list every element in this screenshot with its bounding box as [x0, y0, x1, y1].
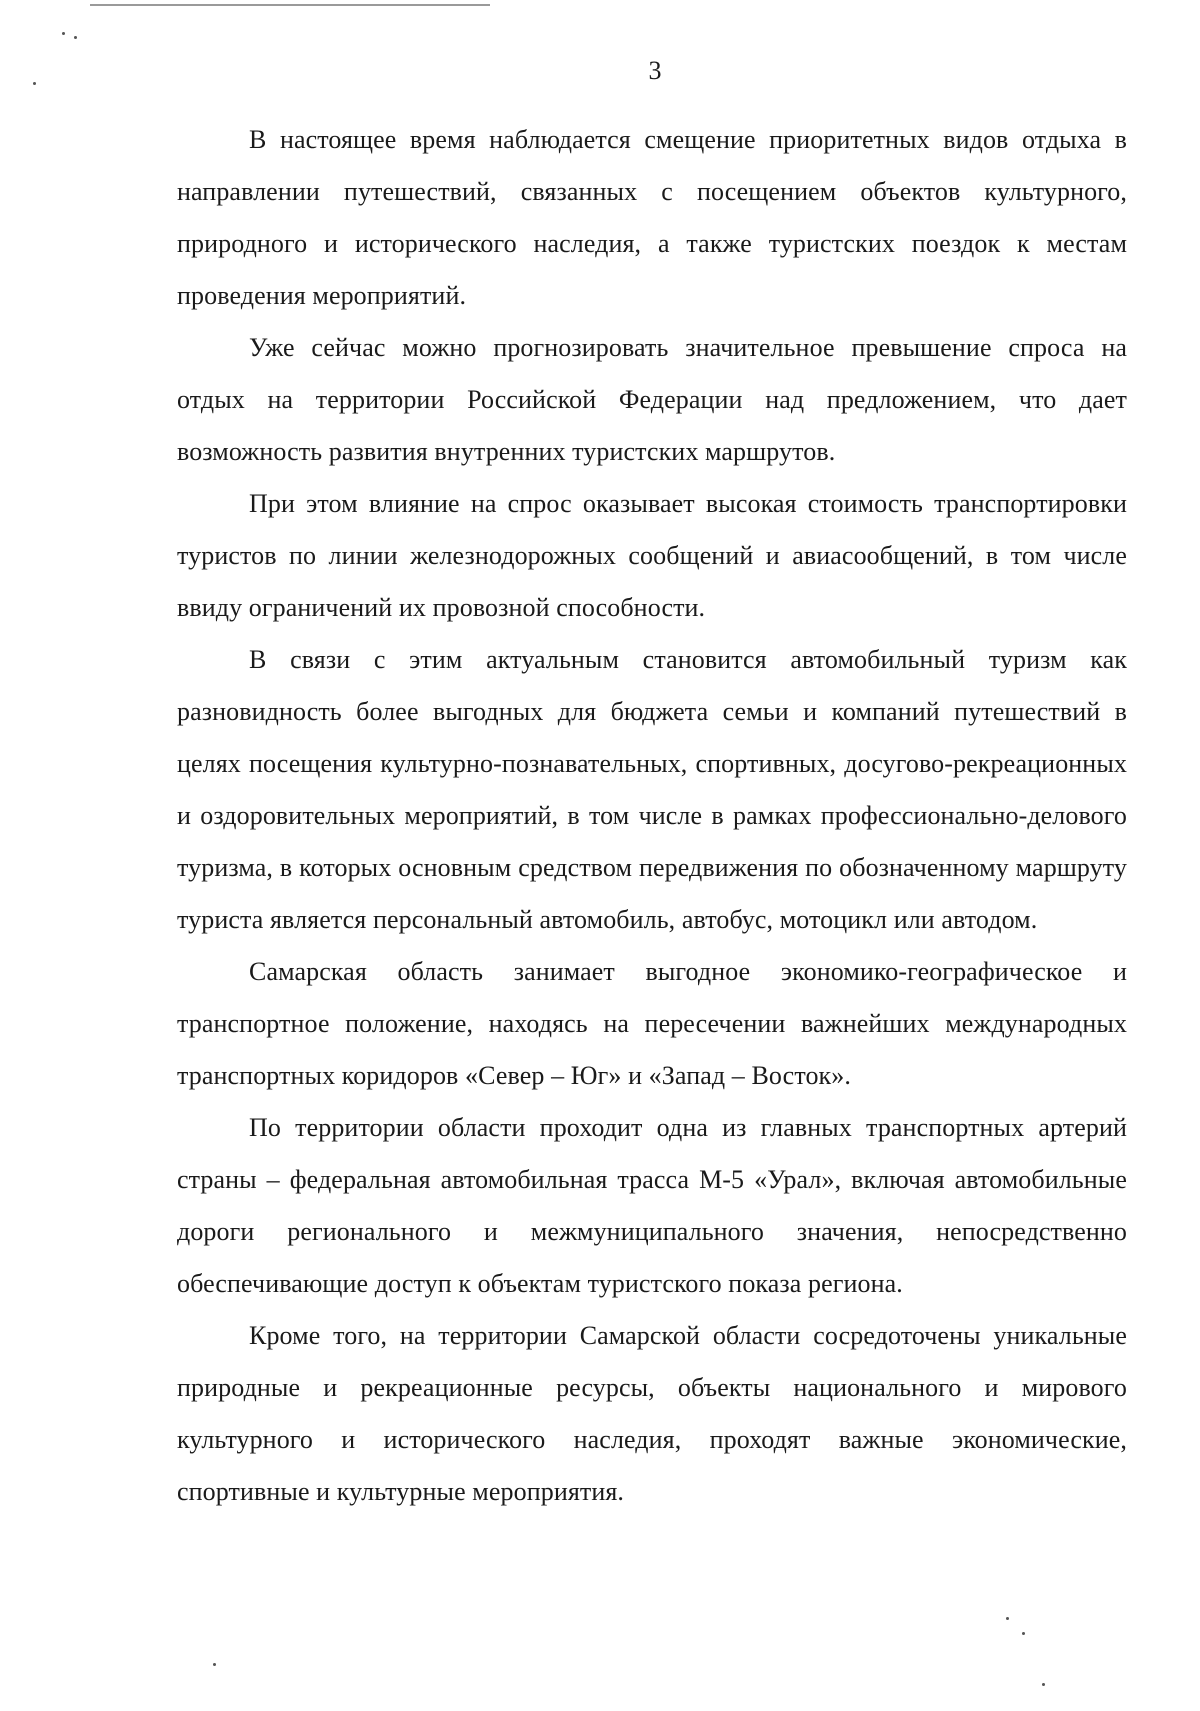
scan-speck [1006, 1617, 1009, 1620]
scan-edge-line [90, 4, 490, 6]
scan-speck [74, 36, 77, 39]
scan-speck [62, 32, 65, 35]
paragraph: По территории области проходит одна из главных транспортных артерий страны – федеральная автомобильная трасса М-5 «Урал», включая автомобильные дороги регионального и межмуниципального значения, непосредственно обеспечивающие доступ к объектам туристского показа региона. [177, 1113, 1127, 1298]
paragraph: Кроме того, на территории Самарской области сосредоточены уникальные природные и рекреационные ресурсы, объекты национального и мирового культурного и исторического наследия, проходят важные экономические, спортивные и культурные мероприятия. [177, 1321, 1127, 1506]
paragraph: Самарская область занимает выгодное экономико-географическое и транспортное положение, находясь на пересечении важнейших международных транспортных коридоров «Север – Юг» и «Запад – Восток». [177, 957, 1127, 1090]
paragraph: При этом влияние на спрос оказывает высокая стоимость транспортировки туристов по линии железнодорожных сообщений и авиасообщений, в том числе ввиду ограничений их провозной способности. [177, 489, 1127, 622]
scan-speck [1022, 1632, 1025, 1635]
paragraph: Уже сейчас можно прогнозировать значительное превышение спроса на отдых на территории Российской Федерации над предложением, что дает возможность развития внутренних туристских маршрутов. [177, 333, 1127, 466]
scan-speck [213, 1663, 216, 1666]
paragraph: В связи с этим актуальным становится автомобильный туризм как разновидность более выгодных для бюджета семьи и компаний путешествий в целях посещения культурно-познавательных, спортивных, досугово-рекреационных и оздоровительных мероприятий, в том числе в рамках профессионально-делового туризма, в которых основным средством передвижения по обозначенному маршруту туриста является персональный автомобиль, автобус, мотоцикл или автодом. [177, 645, 1127, 934]
scan-speck [1042, 1683, 1045, 1686]
page-number: 3 [648, 56, 662, 85]
document-body [177, 114, 1127, 1518]
paragraph: В настоящее время наблюдается смещение приоритетных видов отдыха в направлении путешествий, связанных с посещением объектов культурного, природного и исторического наследия, а также туристских поездок к местам проведения мероприятий. [177, 125, 1127, 310]
